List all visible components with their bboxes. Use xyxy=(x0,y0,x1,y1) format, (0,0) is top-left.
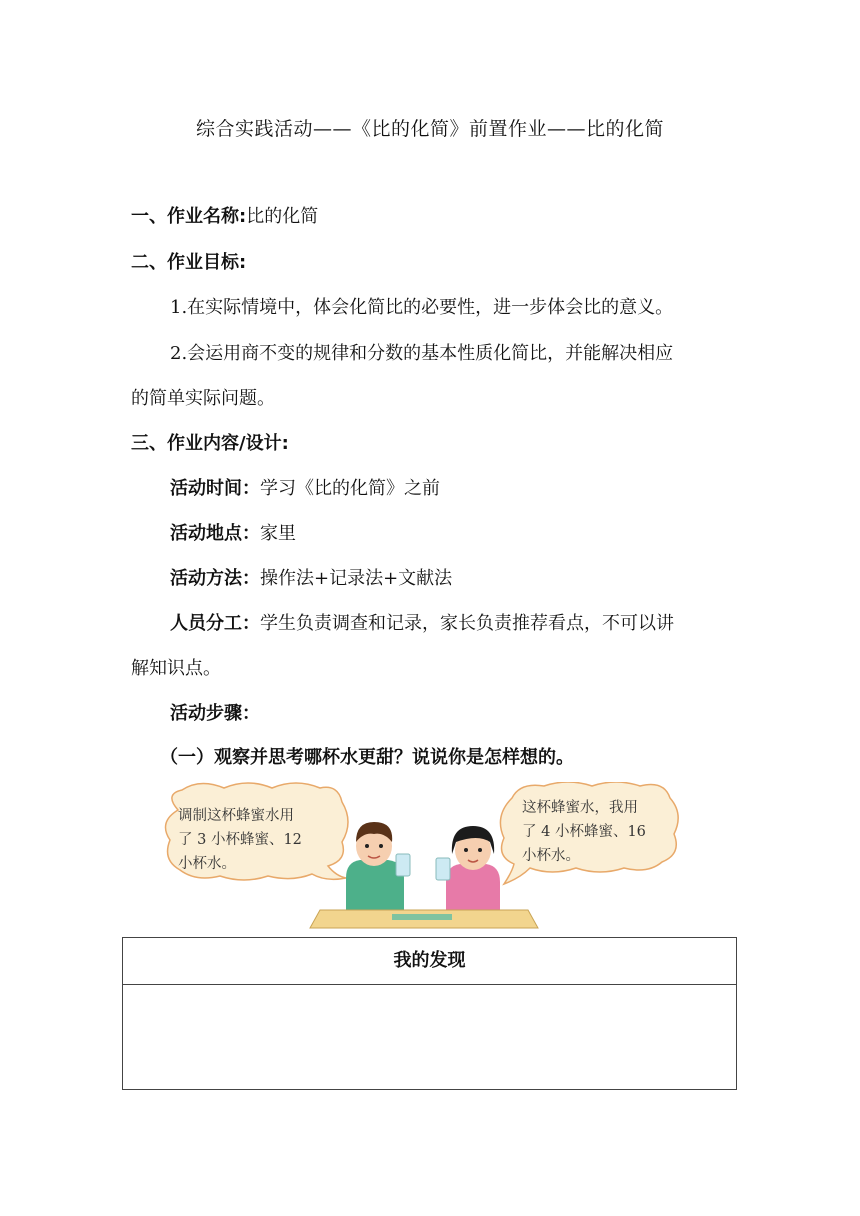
findings-table xyxy=(122,937,737,1090)
activity-steps-heading: 活动步骤： xyxy=(170,703,260,724)
boy-figure xyxy=(346,822,410,910)
right-bubble-line-3: 小杯水。 xyxy=(522,848,580,864)
left-bubble-line-2: 了 3 小杯蜂蜜、12 xyxy=(178,832,302,848)
division-line-2: 解知识点。 xyxy=(131,658,221,679)
right-bubble-line-1: 这杯蜂蜜水，我用 xyxy=(522,800,638,816)
goal-1: 1.在实际情境中，体会化简比的必要性，进一步体会比的意义。 xyxy=(170,297,674,318)
left-bubble-line-1: 调制这杯蜂蜜水用 xyxy=(178,808,294,824)
division-line-1 xyxy=(170,612,674,636)
activity-time-value: 学习《比的化简》之前 xyxy=(260,478,440,499)
right-bubble-line-2: 了 4 小杯蜂蜜、16 xyxy=(522,824,646,840)
activity-method-line xyxy=(170,567,452,591)
activity-method-label: 活动方法： xyxy=(170,568,260,589)
activity-place-value: 家里 xyxy=(260,523,296,544)
table-mat xyxy=(392,914,452,920)
assignment-goal-heading: 二、作业目标: xyxy=(131,252,247,273)
division-label: 人员分工： xyxy=(170,613,260,634)
findings-answer-area[interactable] xyxy=(123,985,736,1091)
activity-time-label: 活动时间： xyxy=(170,478,260,499)
goal-2-line-1: 2.会运用商不变的规律和分数的基本性质化简比，并能解决相应 xyxy=(170,343,674,364)
assignment-content-heading: 三、作业内容/设计: xyxy=(131,433,289,454)
activity-place-label: 活动地点： xyxy=(170,523,260,544)
findings-header: 我的发现 xyxy=(123,938,736,985)
goal-2-line-2: 的简单实际问题。 xyxy=(131,388,275,409)
left-bubble-line-3: 小杯水。 xyxy=(178,856,236,872)
assignment-name-line xyxy=(131,205,318,229)
boy-water-glass xyxy=(396,854,410,876)
division-value-1: 学生负责调查和记录，家长负责推荐看点，不可以讲 xyxy=(260,613,674,634)
honey-water-illustration xyxy=(160,782,690,932)
girl-water-glass xyxy=(436,858,450,880)
girl-figure xyxy=(436,826,500,910)
activity-time-line xyxy=(170,477,440,501)
page-title: 综合实践活动——《比的化简》前置作业——比的化简 xyxy=(195,118,664,140)
activity-method-value: 操作法+记录法+文献法 xyxy=(260,568,453,589)
assignment-name-value: 比的化简 xyxy=(246,206,319,227)
assignment-name-label: 一、作业名称: xyxy=(131,206,247,227)
step-1-question: （一）观察并思考哪杯水更甜？说说你是怎样想的。 xyxy=(160,747,574,768)
activity-place-line xyxy=(170,522,296,546)
